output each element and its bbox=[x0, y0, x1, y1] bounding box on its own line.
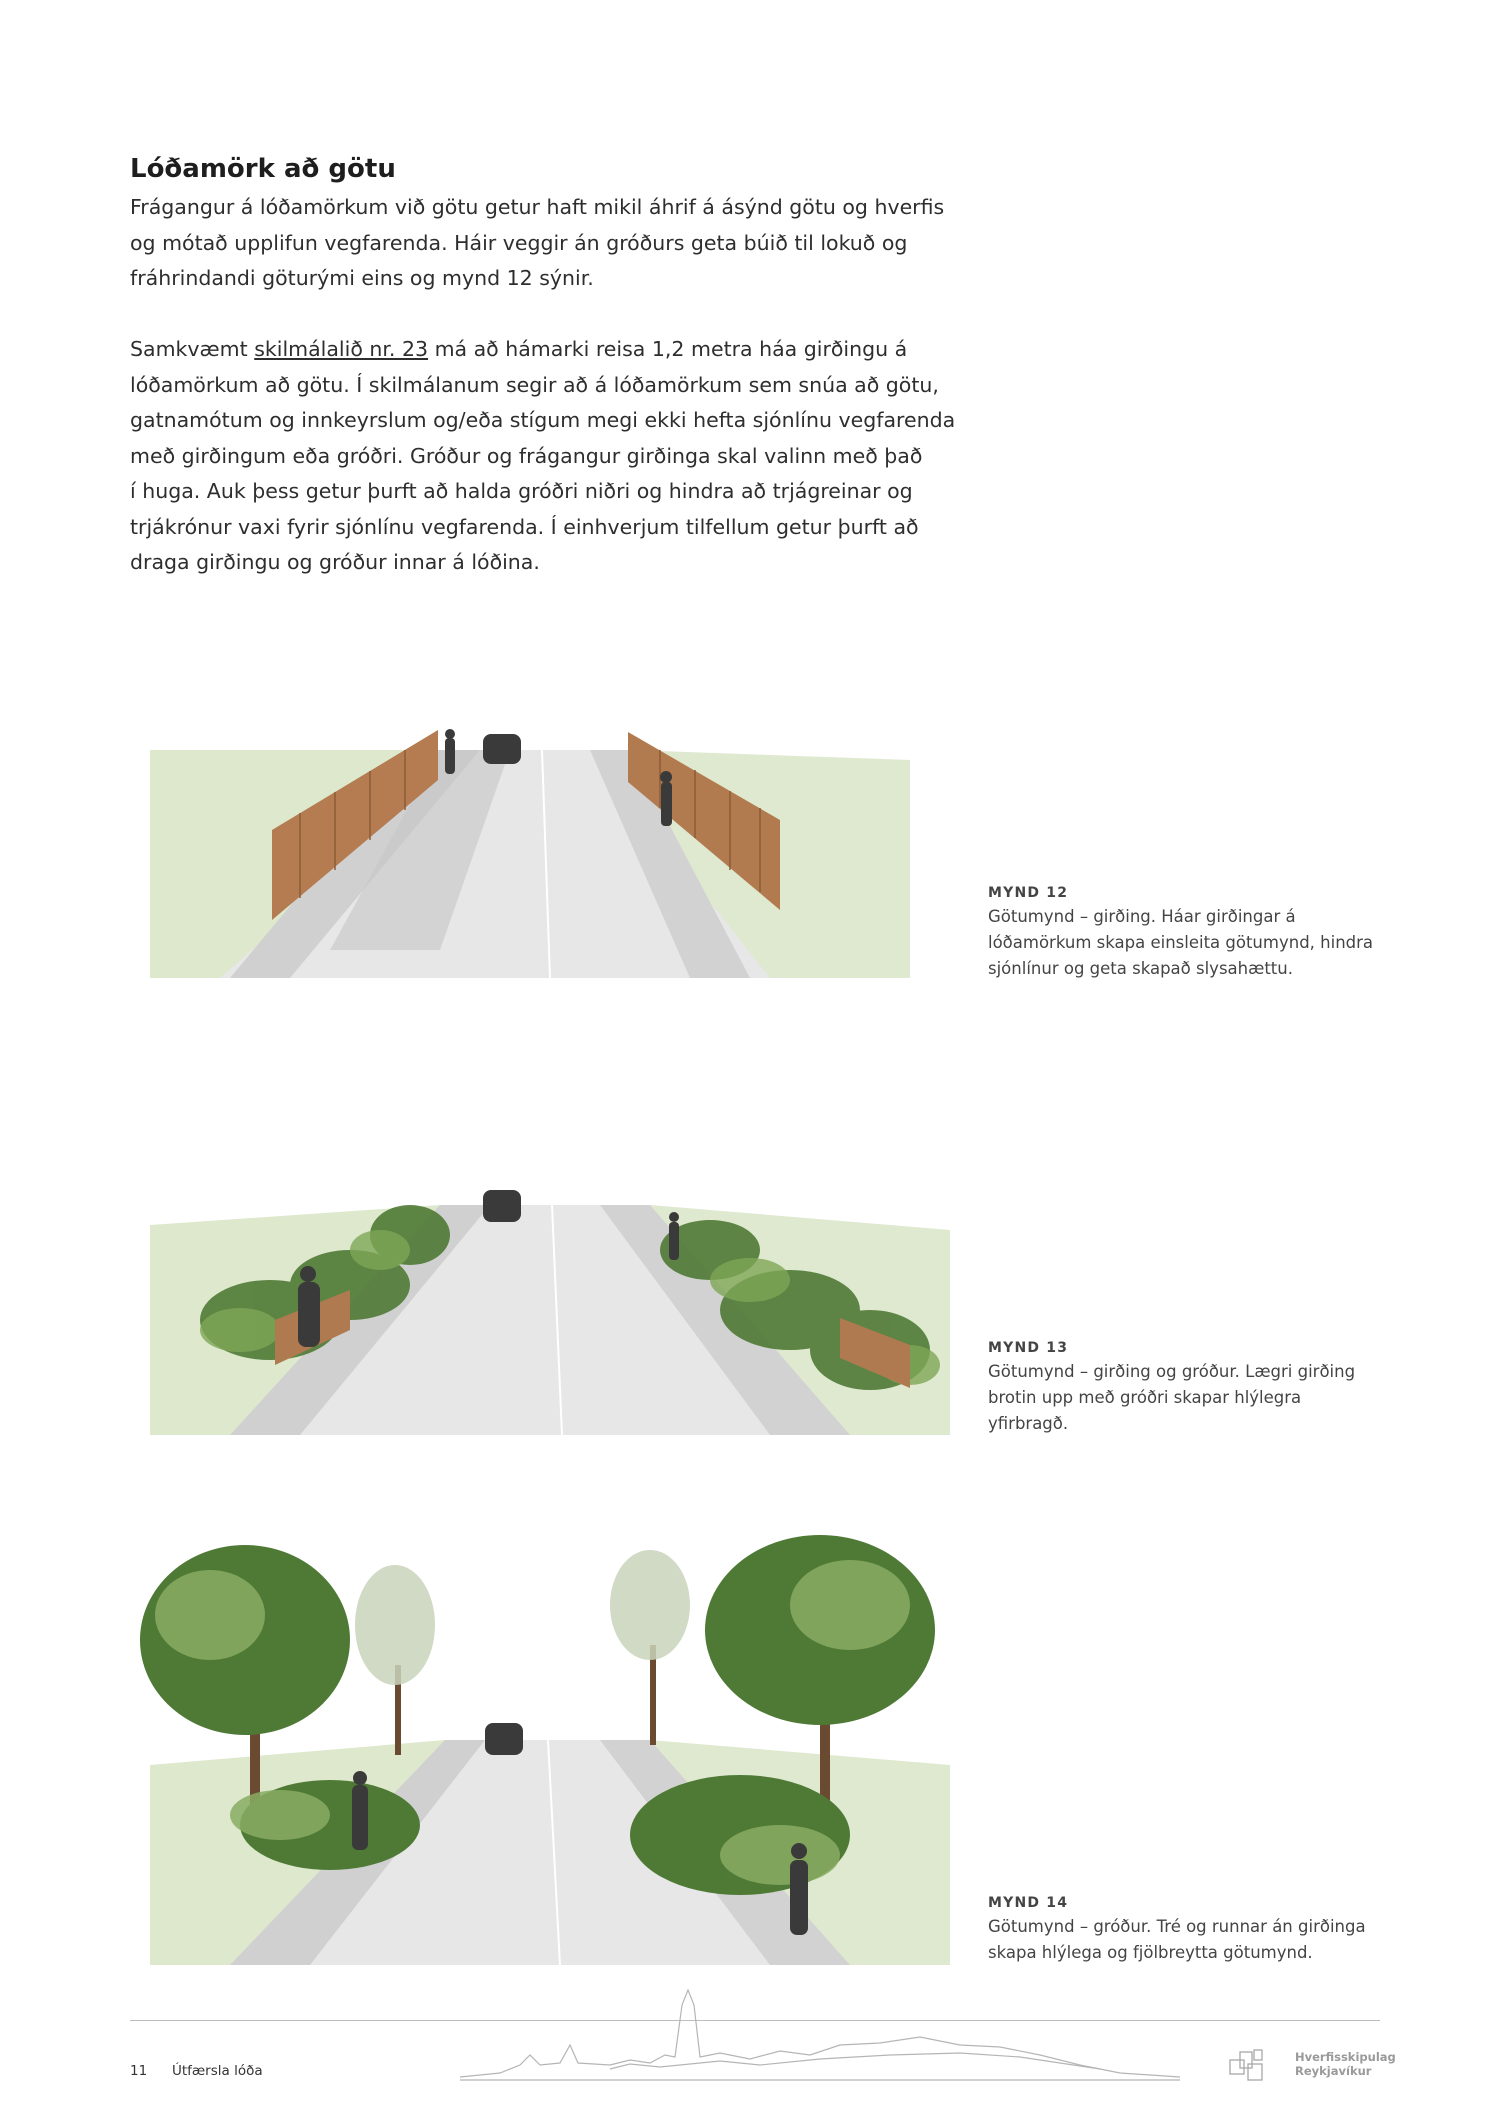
text-line: og mótað upplifun vegfarenda. Háir veggir án gróðurs geta búið til lokuð og bbox=[130, 230, 908, 255]
text-line bbox=[130, 332, 990, 368]
figure-label: MYND 14 bbox=[988, 1895, 1069, 1911]
figure-label: MYND 12 bbox=[988, 885, 1069, 901]
text-span: Samkvæmt bbox=[130, 337, 255, 361]
text-line: trjákrónur vaxi fyrir sjónlínu vegfarenda. Í einhverjum tilfellum getur þurft að bbox=[130, 514, 919, 539]
figure-caption-13 bbox=[988, 1337, 1388, 1437]
text-line: fráhrindandi göturými eins og mynd 12 sýnir. bbox=[130, 266, 594, 290]
caption-line: skapa hlýlega og fjölbreytta götumynd. bbox=[988, 1943, 1313, 1962]
caption-line: brotin upp með gróðri skapar hlýlegra bbox=[988, 1388, 1302, 1407]
figure-caption-12 bbox=[988, 882, 1388, 982]
figure-label: MYND 13 bbox=[988, 1340, 1069, 1356]
regulation-link[interactable]: skilmálalið nr. 23 bbox=[254, 337, 429, 361]
text-line: lóðamörkum að götu. Í skilmálanum segir að á lóðamörkum sem snúa að götu, bbox=[130, 372, 939, 397]
text-span: má að hámarki reisa 1,2 metra háa girðingu á bbox=[428, 337, 908, 361]
caption-line: Götumynd – girðing. Háar girðingar á bbox=[988, 907, 1296, 926]
text-line: í huga. Auk þess getur þurft að halda gróðri niðri og hindra að trjágreinar og bbox=[130, 479, 913, 503]
org-line: Hverfisskipulag bbox=[1295, 2050, 1396, 2064]
caption-line: Götumynd – girðing og gróður. Lægri girðing bbox=[988, 1362, 1356, 1381]
page-number: 11 bbox=[130, 2063, 148, 2079]
street-illustration-vegetation bbox=[130, 1535, 950, 1965]
caption-line: lóðamörkum skapa einsleita götumynd, hindra bbox=[988, 933, 1374, 952]
text-line: með girðingum eða gróðri. Gróður og frágangur girðinga skal valinn með það bbox=[130, 443, 923, 468]
city-skyline-icon bbox=[460, 1985, 1180, 2085]
section-title: Útfærsla lóða bbox=[172, 2063, 263, 2079]
text-line: gatnamótum og innkeyrslum og/eða stígum megi ekki hefta sjónlínu vegfarenda bbox=[130, 408, 956, 432]
text-line: Frágangur á lóðamörkum við götu getur haft mikil áhrif á ásýnd götu og hverfis bbox=[130, 195, 945, 219]
text-line: draga girðingu og gróður innar á lóðina. bbox=[130, 550, 540, 574]
organization-name bbox=[1295, 2050, 1396, 2078]
regulation-paragraph bbox=[130, 332, 990, 581]
page-heading: Lóðamörk að götu bbox=[130, 154, 396, 184]
caption-line: yfirbragð. bbox=[988, 1414, 1069, 1433]
figure-caption-14 bbox=[988, 1892, 1388, 1966]
street-illustration-fence-vegetation bbox=[150, 1190, 950, 1435]
org-line: Reykjavíkur bbox=[1295, 2064, 1372, 2078]
caption-line: Götumynd – gróður. Tré og runnar án girðinga bbox=[988, 1917, 1366, 1936]
caption-line: sjónlínur og geta skapað slysahættu. bbox=[988, 959, 1293, 978]
hverfisskipulag-logo-icon bbox=[1228, 2046, 1268, 2086]
intro-paragraph bbox=[130, 190, 990, 297]
street-illustration-fence bbox=[150, 720, 910, 978]
